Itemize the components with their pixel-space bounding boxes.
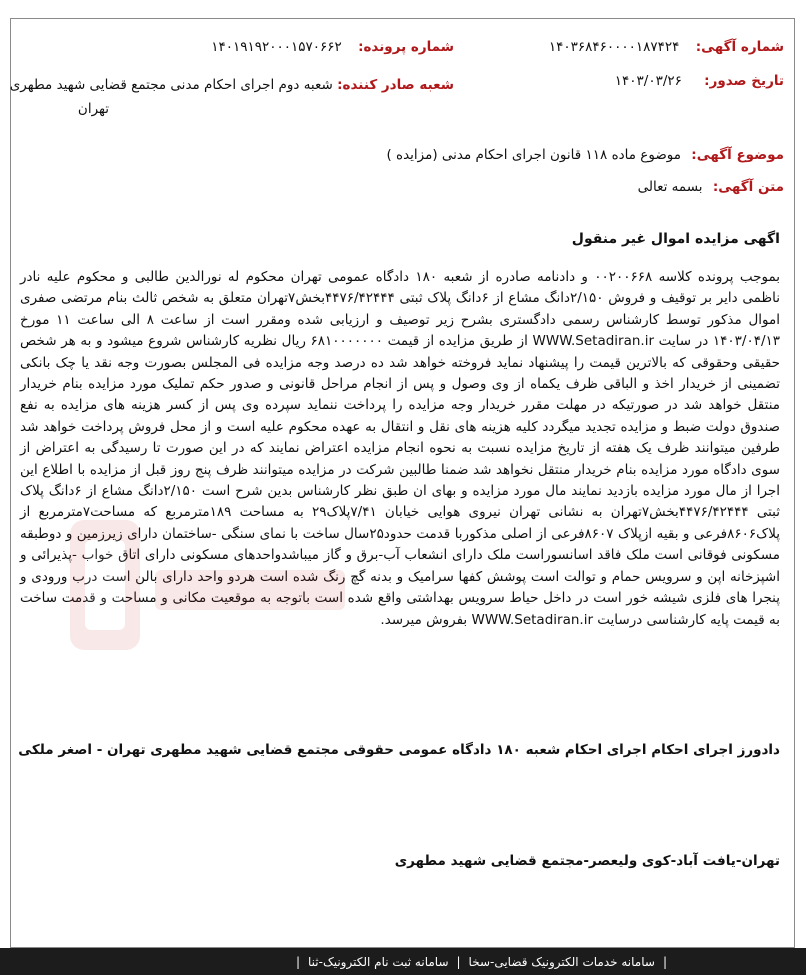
case-number: ۱۴۰۱۹۱۹۲۰۰۰۱۵۷۰۶۶۲: [211, 39, 342, 55]
issue-date-row: [615, 73, 784, 89]
notice-frame: [10, 18, 795, 948]
case-number-row: [211, 39, 454, 55]
issuer-label: شعبه صادر کننده:: [337, 77, 454, 93]
notice-number-row: [549, 39, 784, 55]
footer-bar: [0, 948, 806, 975]
text-row: [638, 179, 784, 195]
notice-number: ۱۴۰۳۶۸۴۶۰۰۰۰۱۸۷۴۲۴: [548, 39, 680, 55]
footer-link-sana[interactable]: سامانه ثبت نام الکترونیک-ثنا: [308, 954, 449, 969]
issuer-line1: شعبه دوم اجرای احکام مدنی مجتمع قضایی شهید مطهری: [9, 77, 333, 93]
notice-heading: اگهی مزایده اموال غیر منقول: [571, 231, 780, 247]
signature-line: دادورز اجرای احکام اجرای احکام شعبه ۱۸۰ دادگاه عمومی حقوقی مجتمع قضایی شهید مطهری تهران - اصغر ملکی: [18, 742, 780, 758]
issuer-line2: تهران: [77, 101, 109, 117]
footer-separator: |: [662, 954, 667, 969]
subject-label: موضوع آگهی:: [691, 147, 784, 163]
text-intro: بسمه تعالی: [637, 179, 703, 195]
address-line: تهران-یافت آباد-کوی ولیعصر-مجتمع قضایی شهید مطهری: [394, 853, 780, 869]
notice-number-label: شماره آگهی:: [695, 39, 784, 55]
subject-row: [386, 147, 784, 163]
footer-separator: |: [295, 954, 301, 969]
subject: موضوع ماده ۱۱۸ قانون اجرای احکام مدنی (مزایده ): [386, 147, 681, 163]
footer-separator: |: [456, 954, 461, 969]
footer-link-sakha[interactable]: سامانه خدمات الکترونیک قضایی-سخا: [468, 954, 655, 969]
notice-paragraph: بموجب پرونده کلاسه ۰۰۲۰۰۶۶۸ و دادنامه صادره از شعبه ۱۸۰ دادگاه عمومی تهران محکوم له نورالدین طالبی و محکوم علیه نادر ناظمی دایر بر توقیف و فروش ۲/۱۵۰دانگ مشاع از ۶دانگ پلاک ثبتی ۴۴۷۶/۴۲۴۴۴بخش۷تهران متعلق به شخص ثالث بنام مرتضی صفری اموال مذکور توسط کارشناس رسمی دادگستری بشرح زیر توصیف و ارزیابی شده ومقرر است از ساعت ۸ الی ساعت ۱۱ مورخ ۱۴۰۳/۰۴/۱۳ در سایت WWW.Setadiran.ir از طریق مزایده از قیمت ۶۸۱۰۰۰۰۰۰۰ ریال نظریه کارشناس شروع میشود و به هر شخص حقیقی وحقوقی که بالاترین قیمت را پیشنهاد نماید فروخته خواهد شد ده درصد وجه مزایده فی المجلس بصورت وجه نقد یا چک بانکی تضمینی از خریدار اخذ و الباقی ظرف یکماه از وی وصول و پس از انجام مراحل قانونی و صدور حکم تملیک مورد مزایده بنام خریدار منتقل خواهد شد در صورتیکه در مهلت مقرر خریدار وجه مزایده را پرداخت ننماید سپرده وی پس از کسر هزینه های مزایده به نفع صندوق دولت ضبط و مزایده تجدید میگردد کلیه هزینه های نقل و انتقال به عهده محکوم علیه است و از محل فروش پرداخت خواهد شد طرفین میتوانند ظرف یک هفته از تاریخ مزایده نسبت به نحوه انجام مزایده اعتراض نمایند که در این صورت تا رسیدگی به اعتراض از سوی دادگاه مورد مزایده بنام خریدار منتقل نخواهد شد ضمنا طالبین شرکت در مزایده میتوانند ظرف پنج روز قبل از مزایده با اطلاع این اجرا از مال مورد مزایده بازدید نمایند مال مورد مزایده و بهای ان طبق نظر کارشناس بدین شرح است ۲/۱۵۰دانگ مشاع از ۶دانگ پلاک ثبتی ۴۴۷۶/۴۲۴۴۴بخش۷تهران به نشانی تهران نیروی هوایی خیابان ۷/۴۱پلاک۲۹ به مساحت ۱۸۹مترمربع که مساحت۷مترمربع از پلاک۸۶۰۶فرعی و بقیه ازپلاک ۸۶۰۷فرعی از اصلی مذکوربا قدمت حدود۲۵سال ساخت با نمای سنگی -ساختمان دارای زیرزمین و دوطبقه مسکونی فوقانی است ملک فاقد اسانسوراست ملک دارای انشعاب آب-برق و گاز میباشدواحدهای مسکونی دارای اتاق خواب -پذیرائی و اشپزخانه اپن و سرویس حمام و توالت است پوشش کفها سرامیک و بدنه گچ رنگ شده است هردو واحد دارای بالن است درب ورودی و پنجرا های فلزی شیشه خور است در داخل حیاط سرویس بهداشتی واقع شده است باتوجه به موقعیت مکانی و مساحت و قدمت ساخت به قیمت پایه کارشناسی درسایت WWW.Setadiran.ir بفروش میرسد.: [20, 269, 781, 628]
issue-date: ۱۴۰۳/۰۳/۲۶: [614, 73, 682, 89]
notice-body: [20, 267, 780, 631]
issue-date-label: تاریخ صدور:: [704, 73, 784, 89]
text-label: متن آگهی:: [712, 179, 784, 195]
case-number-label: شماره پرونده:: [358, 39, 454, 55]
issuer-row: [10, 73, 454, 121]
